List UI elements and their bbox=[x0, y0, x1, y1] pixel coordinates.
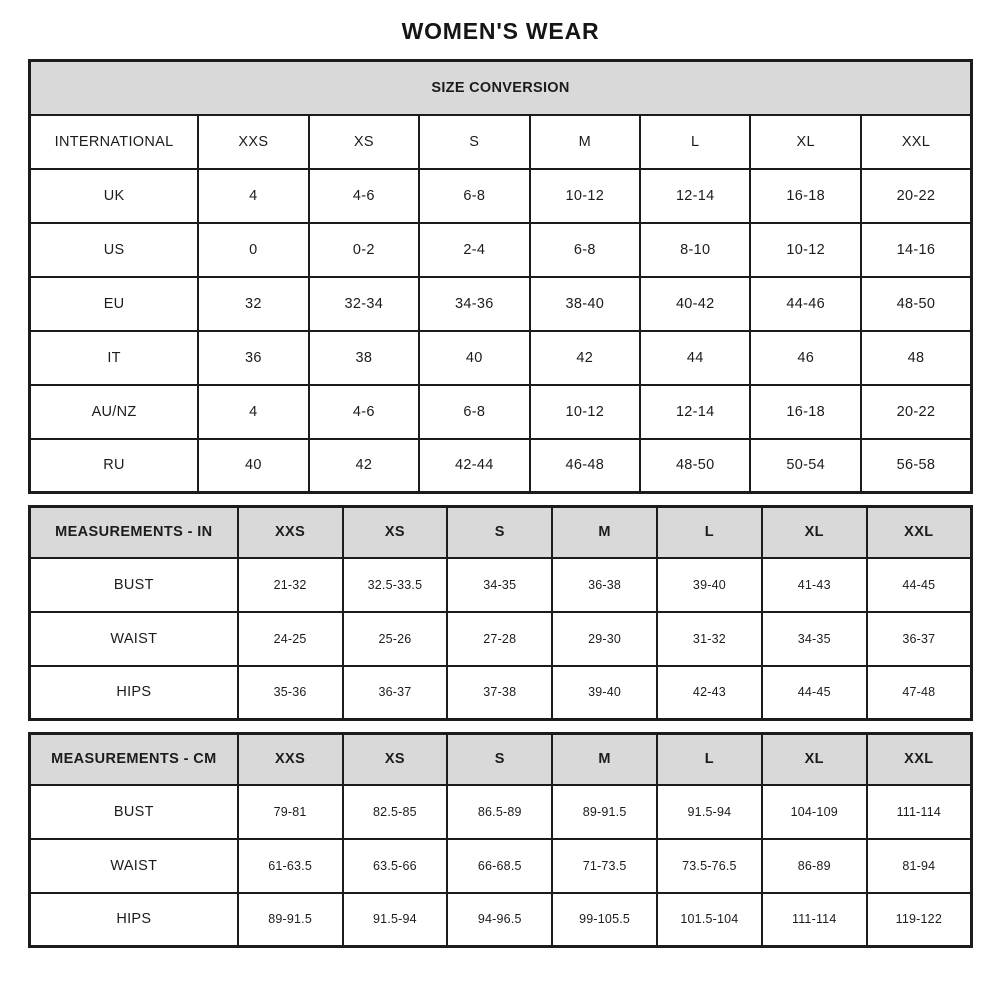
row-label: AU/NZ bbox=[30, 385, 199, 439]
measure-cell: 66-68.5 bbox=[447, 839, 552, 893]
row-label: BUST bbox=[30, 558, 238, 612]
measure-cell: 99-105.5 bbox=[552, 893, 657, 947]
measure-cell: 79-81 bbox=[238, 785, 343, 839]
size-cell: 56-58 bbox=[861, 439, 972, 493]
size-cell: 42-44 bbox=[419, 439, 529, 493]
measure-cell: 31-32 bbox=[657, 612, 762, 666]
measure-cell: 89-91.5 bbox=[238, 893, 343, 947]
size-cell: 44-46 bbox=[750, 277, 860, 331]
column-header-s: S bbox=[447, 734, 552, 785]
size-cell: 10-12 bbox=[530, 385, 640, 439]
measure-cell: 119-122 bbox=[867, 893, 972, 947]
size-cell: 32-34 bbox=[309, 277, 419, 331]
measure-cell: 86-89 bbox=[762, 839, 867, 893]
column-header-international: INTERNATIONAL bbox=[30, 115, 199, 169]
measure-cell: 42-43 bbox=[657, 666, 762, 720]
size-cell: 6-8 bbox=[419, 385, 529, 439]
size-cell: 2-4 bbox=[419, 223, 529, 277]
column-header-xs: XS bbox=[343, 507, 448, 558]
column-header-l: L bbox=[657, 507, 762, 558]
size-cell: 0 bbox=[198, 223, 308, 277]
size-cell: 4 bbox=[198, 385, 308, 439]
size-cell: 6-8 bbox=[419, 169, 529, 223]
measure-cell: 35-36 bbox=[238, 666, 343, 720]
column-header-xl: XL bbox=[762, 734, 867, 785]
measure-cell: 36-38 bbox=[552, 558, 657, 612]
measure-cell: 44-45 bbox=[762, 666, 867, 720]
size-cell: 44 bbox=[640, 331, 750, 385]
size-conversion-table bbox=[28, 59, 973, 494]
size-cell: 40 bbox=[419, 331, 529, 385]
size-cell: 34-36 bbox=[419, 277, 529, 331]
size-cell: 48-50 bbox=[861, 277, 972, 331]
size-cell: 46 bbox=[750, 331, 860, 385]
column-header-m: M bbox=[530, 115, 640, 169]
row-label: WAIST bbox=[30, 839, 238, 893]
measure-cell: 41-43 bbox=[762, 558, 867, 612]
size-cell: 20-22 bbox=[861, 169, 972, 223]
size-cell: 42 bbox=[530, 331, 640, 385]
column-header-xl: XL bbox=[762, 507, 867, 558]
size-cell: 38-40 bbox=[530, 277, 640, 331]
size-cell: 0-2 bbox=[309, 223, 419, 277]
measure-cell: 73.5-76.5 bbox=[657, 839, 762, 893]
measure-cell: 91.5-94 bbox=[657, 785, 762, 839]
measure-cell: 104-109 bbox=[762, 785, 867, 839]
column-header-xxs: XXS bbox=[198, 115, 308, 169]
size-cell: 14-16 bbox=[861, 223, 972, 277]
size-cell: 4 bbox=[198, 169, 308, 223]
size-cell: 20-22 bbox=[861, 385, 972, 439]
column-header-m: M bbox=[552, 507, 657, 558]
table-row-uk bbox=[30, 169, 972, 223]
column-header-s: S bbox=[419, 115, 529, 169]
measurements-in-header: MEASUREMENTS - IN bbox=[30, 507, 238, 558]
measure-cell: 34-35 bbox=[762, 612, 867, 666]
row-label: IT bbox=[30, 331, 199, 385]
size-cell: 50-54 bbox=[750, 439, 860, 493]
page-title: WOMEN'S WEAR bbox=[401, 18, 600, 44]
size-cell: 38 bbox=[309, 331, 419, 385]
measure-cell: 36-37 bbox=[343, 666, 448, 720]
size-cell: 10-12 bbox=[530, 169, 640, 223]
column-header-l: L bbox=[657, 734, 762, 785]
size-cell: 48-50 bbox=[640, 439, 750, 493]
table-row-bust bbox=[30, 785, 972, 839]
measurements-cm-table bbox=[28, 732, 973, 948]
table-row-us bbox=[30, 223, 972, 277]
column-header-s: S bbox=[447, 507, 552, 558]
column-header-xxl: XXL bbox=[867, 734, 972, 785]
measure-cell: 47-48 bbox=[867, 666, 972, 720]
table-row-it bbox=[30, 331, 972, 385]
column-header-xxl: XXL bbox=[861, 115, 972, 169]
measure-cell: 86.5-89 bbox=[447, 785, 552, 839]
size-cell: 32 bbox=[198, 277, 308, 331]
table-row-hips bbox=[30, 893, 972, 947]
size-conversion-header: SIZE CONVERSION bbox=[30, 61, 972, 115]
measure-cell: 94-96.5 bbox=[447, 893, 552, 947]
table-header-row bbox=[30, 734, 972, 785]
table-caption-row bbox=[30, 61, 972, 115]
table-header-row bbox=[30, 507, 972, 558]
measure-cell: 101.5-104 bbox=[657, 893, 762, 947]
table-row-hips bbox=[30, 666, 972, 720]
size-cell: 10-12 bbox=[750, 223, 860, 277]
row-label: HIPS bbox=[30, 893, 238, 947]
measure-cell: 89-91.5 bbox=[552, 785, 657, 839]
measure-cell: 29-30 bbox=[552, 612, 657, 666]
size-cell: 48 bbox=[861, 331, 972, 385]
measure-cell: 39-40 bbox=[657, 558, 762, 612]
size-cell: 4-6 bbox=[309, 385, 419, 439]
row-label: EU bbox=[30, 277, 199, 331]
size-cell: 46-48 bbox=[530, 439, 640, 493]
column-header-xxs: XXS bbox=[238, 734, 343, 785]
row-label: WAIST bbox=[30, 612, 238, 666]
measure-cell: 61-63.5 bbox=[238, 839, 343, 893]
measure-cell: 37-38 bbox=[447, 666, 552, 720]
measure-cell: 82.5-85 bbox=[343, 785, 448, 839]
measure-cell: 81-94 bbox=[867, 839, 972, 893]
row-label: UK bbox=[30, 169, 199, 223]
size-cell: 8-10 bbox=[640, 223, 750, 277]
measure-cell: 36-37 bbox=[867, 612, 972, 666]
measure-cell: 39-40 bbox=[552, 666, 657, 720]
table-row-aunz bbox=[30, 385, 972, 439]
measure-cell: 32.5-33.5 bbox=[343, 558, 448, 612]
table-row-eu bbox=[30, 277, 972, 331]
measure-cell: 63.5-66 bbox=[343, 839, 448, 893]
column-header-xxs: XXS bbox=[238, 507, 343, 558]
column-header-xxl: XXL bbox=[867, 507, 972, 558]
size-cell: 42 bbox=[309, 439, 419, 493]
size-cell: 16-18 bbox=[750, 385, 860, 439]
measure-cell: 111-114 bbox=[867, 785, 972, 839]
table-row-waist bbox=[30, 839, 972, 893]
size-cell: 6-8 bbox=[530, 223, 640, 277]
column-header-m: M bbox=[552, 734, 657, 785]
row-label: RU bbox=[30, 439, 199, 493]
measure-cell: 71-73.5 bbox=[552, 839, 657, 893]
measurements-cm-header: MEASUREMENTS - CM bbox=[30, 734, 238, 785]
row-label: HIPS bbox=[30, 666, 238, 720]
column-header-xs: XS bbox=[343, 734, 448, 785]
measure-cell: 24-25 bbox=[238, 612, 343, 666]
row-label: US bbox=[30, 223, 199, 277]
size-cell: 12-14 bbox=[640, 169, 750, 223]
size-cell: 36 bbox=[198, 331, 308, 385]
size-cell: 40 bbox=[198, 439, 308, 493]
measure-cell: 111-114 bbox=[762, 893, 867, 947]
measurements-in-table bbox=[28, 505, 973, 721]
size-cell: 40-42 bbox=[640, 277, 750, 331]
table-row-waist bbox=[30, 612, 972, 666]
measure-cell: 21-32 bbox=[238, 558, 343, 612]
column-header-xl: XL bbox=[750, 115, 860, 169]
measure-cell: 25-26 bbox=[343, 612, 448, 666]
row-label: BUST bbox=[30, 785, 238, 839]
size-cell: 4-6 bbox=[309, 169, 419, 223]
size-cell: 16-18 bbox=[750, 169, 860, 223]
table-header-row bbox=[30, 115, 972, 169]
measure-cell: 34-35 bbox=[447, 558, 552, 612]
measure-cell: 27-28 bbox=[447, 612, 552, 666]
table-row-ru bbox=[30, 439, 972, 493]
table-row-bust bbox=[30, 558, 972, 612]
column-header-xs: XS bbox=[309, 115, 419, 169]
size-cell: 12-14 bbox=[640, 385, 750, 439]
measure-cell: 91.5-94 bbox=[343, 893, 448, 947]
measure-cell: 44-45 bbox=[867, 558, 972, 612]
column-header-l: L bbox=[640, 115, 750, 169]
